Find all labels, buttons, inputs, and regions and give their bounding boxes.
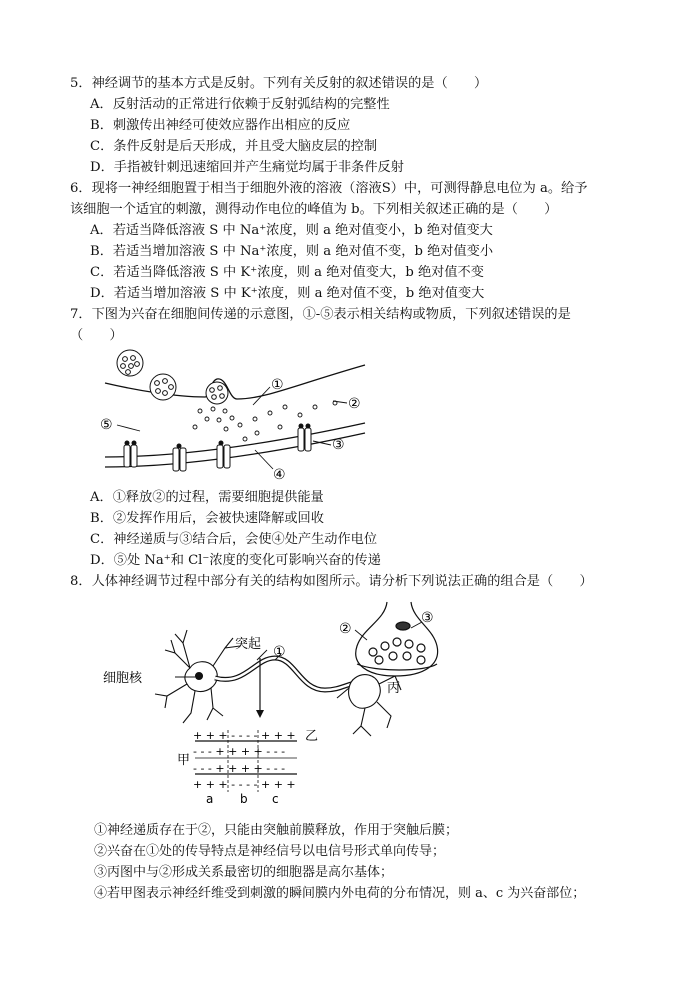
q5-option-c: C．条件反射是后天形成，并且受大脑皮层的控制 [90,139,378,154]
label-n2: ② [339,621,352,637]
q6-option-a: A．若适当降低溶液 S 中 Na⁺浓度，则 a 绝对值变小，b 绝对值变大 [90,223,493,238]
label-b: b [240,792,248,806]
charge-row-2: - - - + + + + - - - [193,745,286,758]
charge-row-1: + + + - - - - + + + [193,729,296,742]
label-tuqi: 突起 [235,637,262,652]
q6-option-d: D．若适当增加溶液 S 中 K⁺浓度，则 a 绝对值不变，b 绝对值变大 [90,286,485,301]
q5-option-a: A．反射活动的正常进行依赖于反射弧结构的完整性 [90,97,390,112]
q6-option-b: B．若适当增加溶液 S 中 Na⁺浓度，则 a 绝对值不变，b 绝对值变小 [90,244,494,259]
q7-stem-line2: （ ） [70,328,123,343]
postsynaptic-membrane-inner [105,433,365,467]
label-4: ④ [273,467,286,483]
synaptic-vesicle [150,374,176,400]
q8-statement-1: ①神经递质存在于②，只能由突触前膜释放，作用于突触后膜； [94,823,459,838]
synaptic-vesicle [206,382,228,404]
receptor-channel [173,444,186,472]
label-3: ③ [332,437,345,453]
label-5: ⑤ [100,417,113,433]
charge-row-4: + + + - - - - + + + [193,778,296,791]
label-1: ① [271,377,284,393]
q7-option-c: C．神经递质与③结合后，会使④处产生动作电位 [90,532,378,547]
q6-stem-line2: 该细胞一个适宜的刺激，测得动作电位的峰值为 b。下列相关叙述正确的是（ ） [70,202,558,217]
postsynaptic-membrane-outer [105,423,365,457]
q5-option-b: B．刺激传出神经可使效应器作出相应的反应 [90,118,351,133]
receptor-channel [217,441,230,469]
receptor-channel [124,441,137,468]
synaptic-vesicle [117,350,143,376]
q7-stem-line1: 7．下图为兴奋在细胞间传递的示意图，①-⑤表示相关结构或物质，下列叙述错误的是 [70,307,571,322]
label-yi: 乙 [305,729,319,744]
label-jia: 甲 [177,753,191,768]
membrane-charge-diagram [177,729,297,806]
q8-neuron-figure [95,598,455,810]
label-bing: 丙 [387,681,401,696]
presynaptic-membrane [105,365,365,399]
label-c: c [272,792,279,806]
q8-statement-3: ③丙图中与②形成关系最密切的细胞器是高尔基体； [94,865,394,880]
label-nucleus: 细胞核 [103,671,143,686]
axon [215,658,365,690]
q6-stem-line1: 6．现将一神经细胞置于相当于细胞外液的溶液（溶液S）中，可测得静息电位为 a。给予 [70,181,588,196]
label-n3: ③ [421,610,434,626]
q7-synapse-figure [95,345,375,485]
neuron-cell-body [155,630,240,723]
receptor-channel [298,424,311,452]
label-2: ② [348,396,361,412]
charge-row-3: - - - + + + + - - - [193,762,286,775]
label-n1: ① [273,644,286,660]
label-a: a [206,792,214,806]
neurotransmitter-dots [193,401,337,441]
q7-option-a: A．①释放②的过程，需要细胞提供能量 [90,490,324,505]
q7-option-b: B．②发挥作用后，会被快速降解或回收 [90,511,324,526]
q7-option-d: D．⑤处 Na⁺和 Cl⁻浓度的变化可影响兴奋的传递 [90,553,381,568]
q6-option-c: C．若适当降低溶液 S 中 K⁺浓度，则 a 绝对值变大，b 绝对值不变 [90,265,484,280]
q5-option-d: D．手指被针刺迅速缩回并产生痛觉均属于非条件反射 [90,160,404,175]
postsynaptic-neuron [337,668,407,736]
q8-statement-2: ②兴奋在①处的传导特点是神经信号以电信号形式单向传导； [94,844,446,859]
q8-stem: 8．人体神经调节过程中部分有关的结构如图所示。请分析下列说法正确的组合是（ ） [70,574,593,589]
q8-statement-4: ④若甲图表示神经纤维受到刺激的瞬间膜内外电荷的分布情况，则 a、c 为兴奋部位； [94,886,586,901]
q5-stem: 5．神经调节的基本方式是反射。下列有关反射的叙述错误的是（ ） [70,76,488,91]
